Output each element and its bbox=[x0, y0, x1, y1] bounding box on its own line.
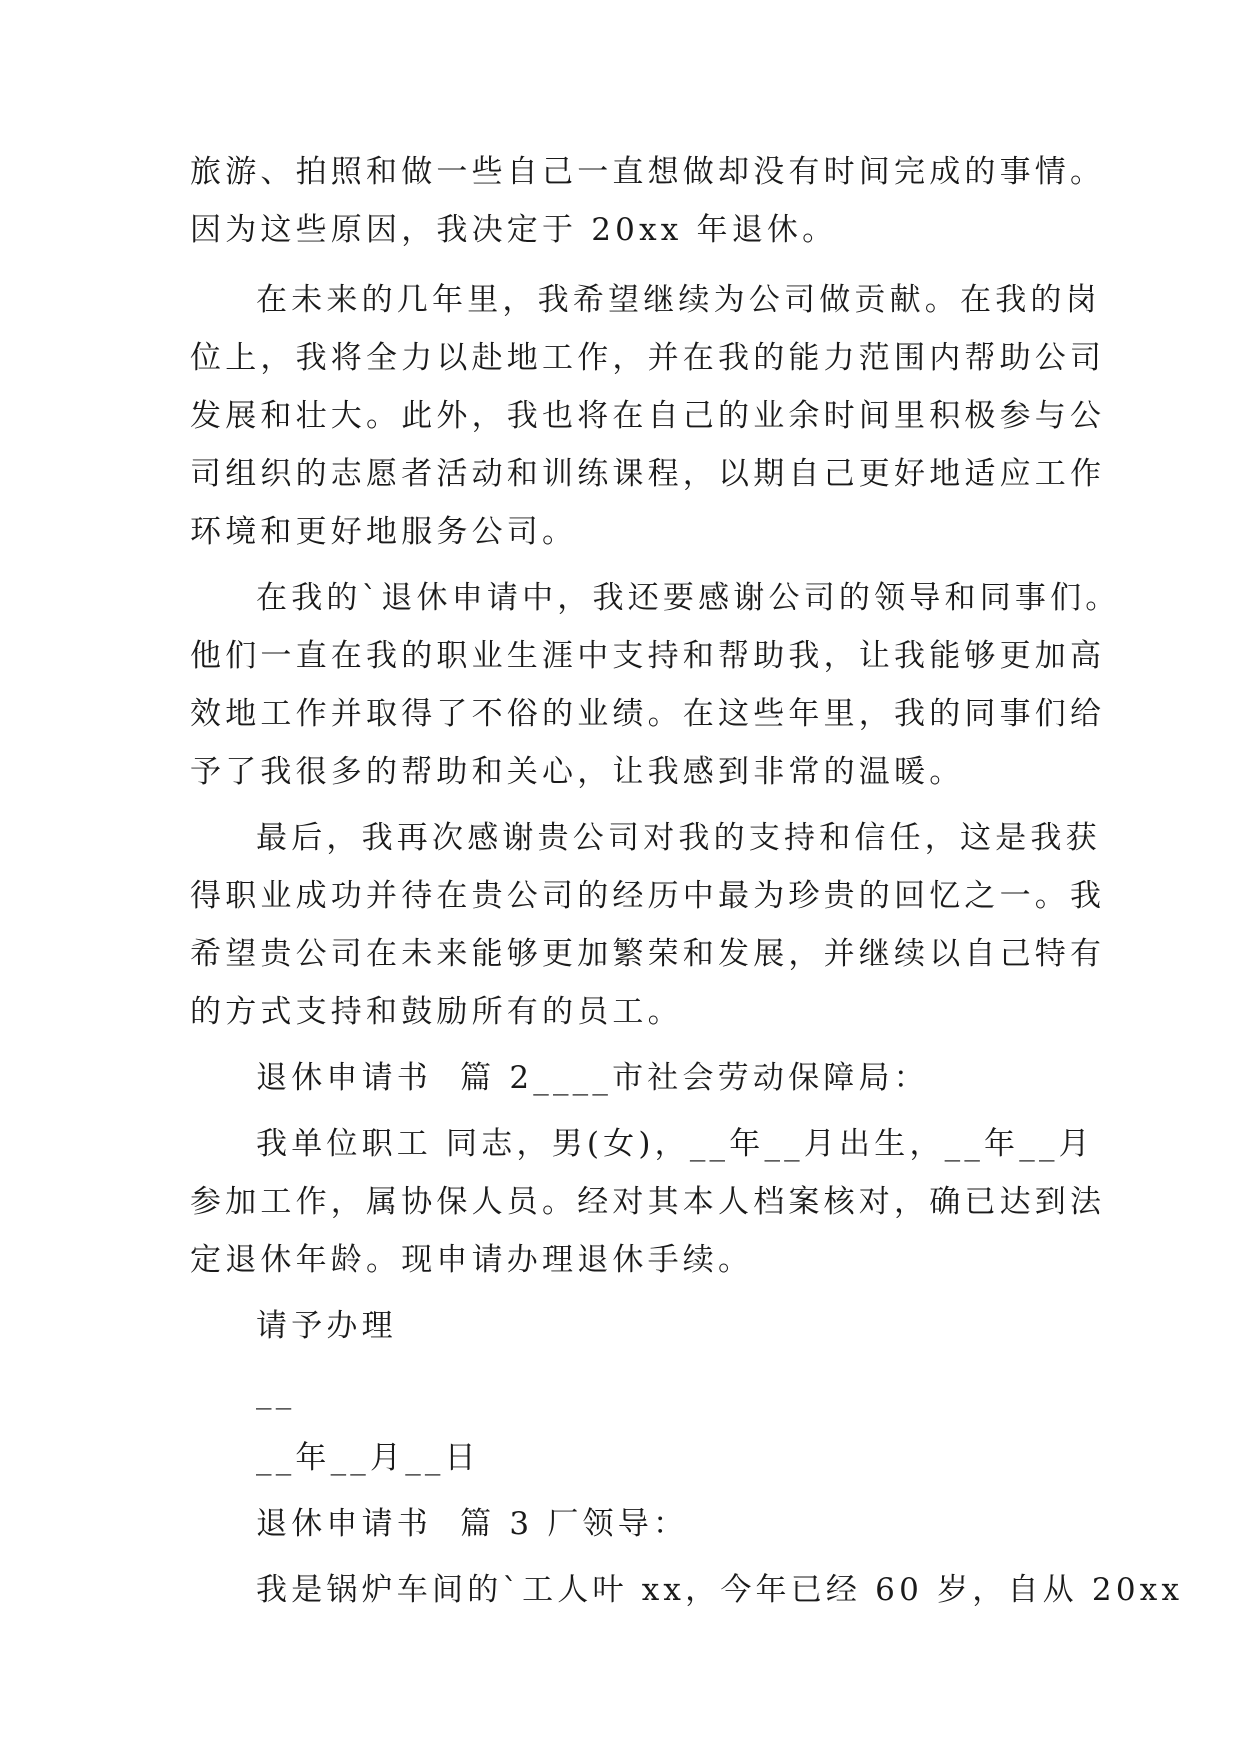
text-line: 他们一直在我的职业生涯中支持和帮助我，让我能够更加高 bbox=[190, 638, 1106, 674]
text-line: 效地工作并取得了不俗的业绩。在这些年里，我的同事们给 bbox=[190, 696, 1106, 732]
text-line: 位上，我将全力以赴地工作，并在我的能力范围内帮助公司 bbox=[190, 340, 1106, 376]
paragraph-start-line: 我是锅炉车间的`工人叶 xx，今年已经 60 岁，自从 20xx bbox=[256, 1572, 1184, 1608]
text-line: 发展和壮大。此外，我也将在自己的业余时间里积极参与公 bbox=[190, 398, 1106, 434]
date-line: __年__月__日 bbox=[256, 1440, 480, 1476]
section-heading-3: 退休申请书 篇 3 厂领导： bbox=[256, 1506, 689, 1542]
paragraph-start-line: 在我的`退休申请中，我还要感谢公司的领导和同事们。 bbox=[256, 580, 1121, 616]
paragraph-start-line: 我单位职工 同志，男(女)，__年__月出生，__年__月 bbox=[256, 1126, 1094, 1162]
text-line: 得职业成功并待在贵公司的经历中最为珍贵的回忆之一。我 bbox=[190, 878, 1106, 914]
text-line: 旅游、拍照和做一些自己一直想做却没有时间完成的事情。 bbox=[190, 154, 1106, 190]
text-line: 予了我很多的帮助和关心，让我感到非常的温暖。 bbox=[190, 754, 965, 790]
text-line: 环境和更好地服务公司。 bbox=[190, 514, 578, 550]
signature-blank: __ bbox=[256, 1374, 296, 1410]
text-line: 因为这些原因，我决定于 20xx 年退休。 bbox=[190, 212, 838, 248]
text-line: 定退休年龄。现申请办理退休手续。 bbox=[190, 1242, 754, 1278]
section-heading-2: 退休申请书 篇 2____市社会劳动保障局： bbox=[256, 1060, 929, 1096]
text-line: 的方式支持和鼓励所有的员工。 bbox=[190, 994, 683, 1030]
text-line: 希望贵公司在未来能够更加繁荣和发展，并继续以自己特有 bbox=[190, 936, 1106, 972]
request-line: 请予办理 bbox=[256, 1308, 397, 1344]
paragraph-start-line: 在未来的几年里，我希望继续为公司做贡献。在我的岗 bbox=[256, 282, 1101, 318]
text-line: 司组织的志愿者活动和训练课程，以期自己更好地适应工作 bbox=[190, 456, 1106, 492]
text-line: 参加工作，属协保人员。经对其本人档案核对，确已达到法 bbox=[190, 1184, 1106, 1220]
paragraph-start-line: 最后，我再次感谢贵公司对我的支持和信任，这是我获 bbox=[256, 820, 1101, 856]
